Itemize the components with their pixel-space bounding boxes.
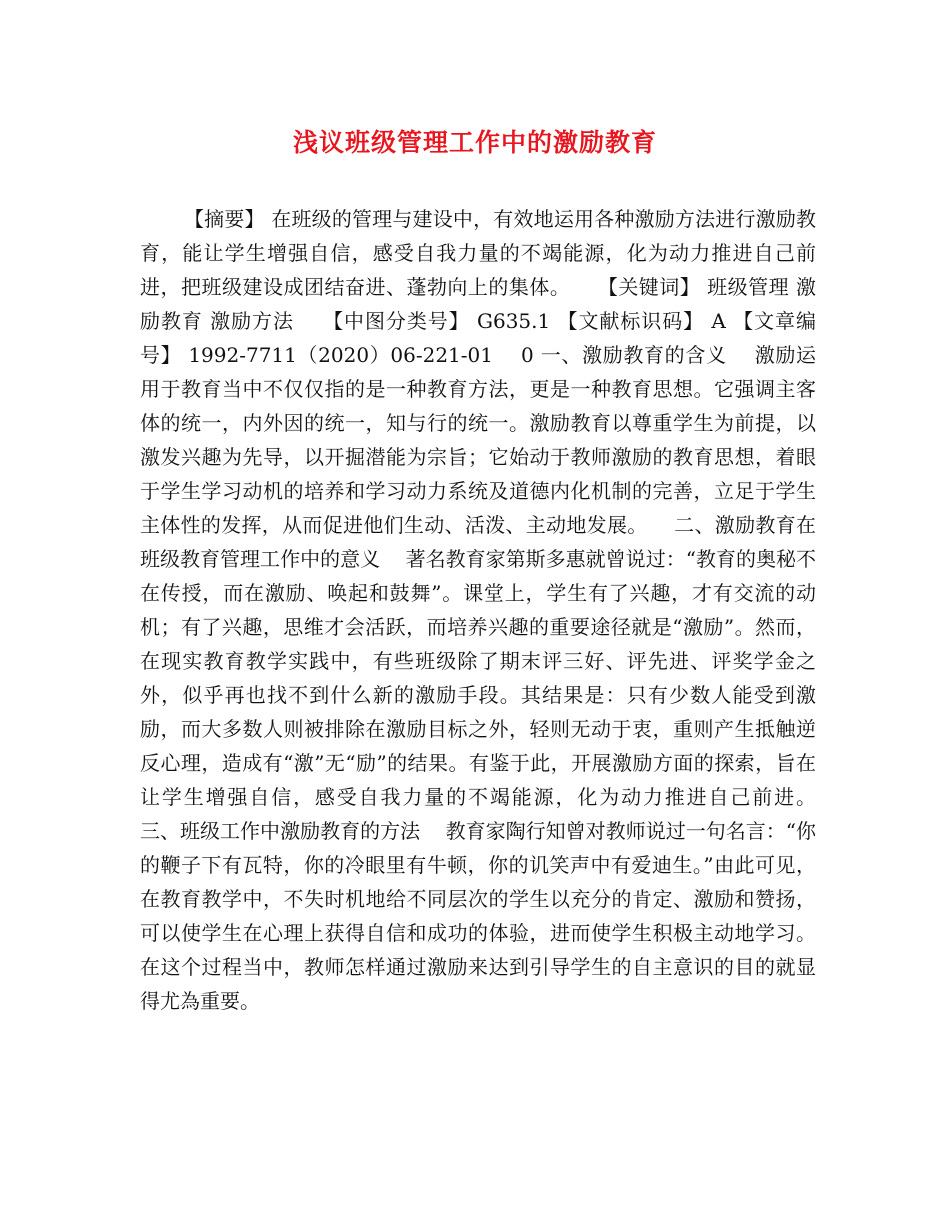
document-title: 浅议班级管理工作中的激励教育 — [292, 128, 657, 157]
document-body: 【摘要】 在班级的管理与建设中，有效地运用各种激励方法进行激励教育，能让学生增强自信，感受自我力量的不竭能源，化为动力推进自己前进，把班级建设成团结奋进、蓬勃向上的集体。 【关键词】 班级管理 激励教育 激励方法 【中图分类号】 G635.1 【文献标识码】 A 【文章编号】 1992-7711（2020）06-221-01 0 一、激励教育的含义 激励运用于教育当中不仅仅指的是一种教育方法，更是一种教育思想。它强调主客体的统一，内外因的统一，知与行的统一。激励教育以尊重学生为前提，以激发兴趣为先导，以开掘潜能为宗旨；它始动于教师激励的教育思想，着眼于学生学习动机的培养和学习动力系统及道德内化机制的完善，立足于学生主体性的发挥，从而促进他们生动、活泼、主动地发展。 二、激励教育在班级教育管理工作中的意义 著名教育家第斯多惠就曾说过：“教育的奥秘不在传授，而在激励、唤起和鼓舞”。课堂上，学生有了兴趣，才有交流的动机；有了兴趣，思维才会活跃，而培养兴趣的重要途径就是“激励”。然而，在现实教育教学实践中，有些班级除了期末评三好、评先进、评奖学金之外，似乎再也找不到什么新的激励手段。其结果是：只有少数人能受到激励，而大多数人则被排除在激励目标之外，轻则无动于衷，重则产生抵触逆反心理，造成有“激”无“励”的结果。有鉴于此，开展激励方面的探索，旨在让学生增强自信，感受自我力量的不竭能源，化为动力推进自己前进。 三、班级工作中激励教育的方法 教育家陶行知曾对教师说过一句名言：“你的鞭子下有瓦特，你的冷眼里有牛顿，你的讥笑声中有爱迪生。”由此可见，在教育教学中，不失时机地给不同层次的学生以充分的肯定、激励和赞扬，可以使学生在心理上获得自信和成功的体验，进而使学生积极主动地学习。在这个过程当中，教师怎样通过激励来达到引导学生的自主意识的目的就显得尤為重要。 — [140, 207, 842, 1013]
